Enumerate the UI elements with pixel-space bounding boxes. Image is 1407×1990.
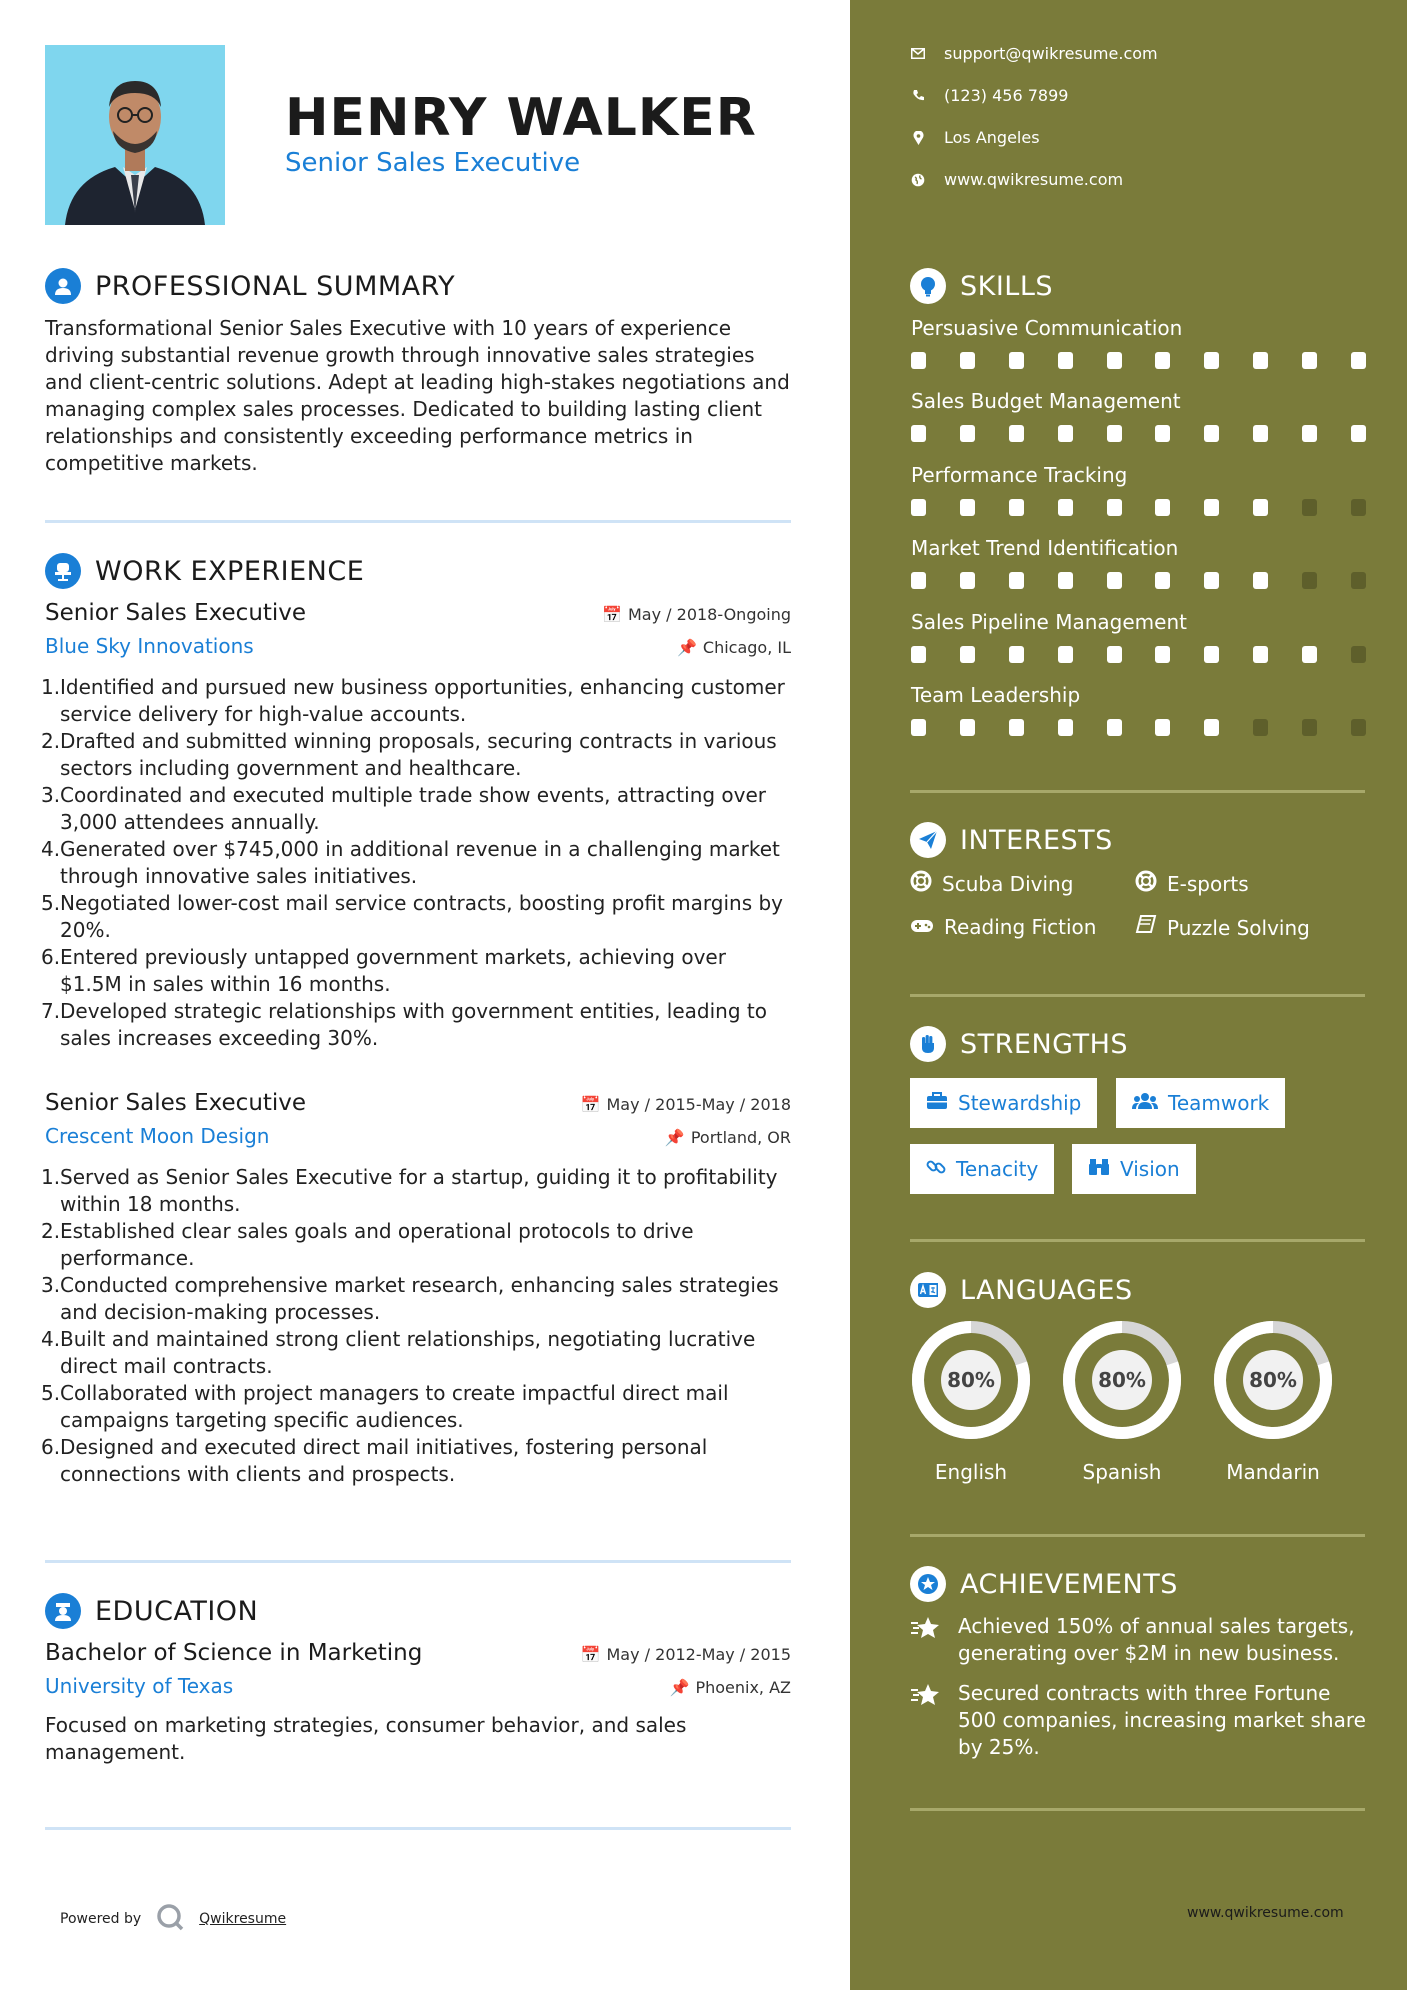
rating-dot <box>1351 352 1366 369</box>
rating-dot <box>1058 572 1073 589</box>
job-location: 📌 Portland, OR <box>664 1128 791 1147</box>
job-bullets <box>41 674 791 1052</box>
calendar-icon: 📅 <box>602 605 622 624</box>
job-entry <box>41 1090 791 1488</box>
skill-rating <box>911 719 1366 736</box>
rating-dot <box>1204 425 1219 442</box>
skill-item <box>911 536 1366 589</box>
job-dates: 📅 May / 2015-May / 2018 <box>580 1095 791 1114</box>
rating-dot <box>1253 719 1268 736</box>
skill-name: Market Trend Identification <box>911 536 1179 560</box>
skill-name: Performance Tracking <box>911 463 1128 487</box>
interest-item: Puzzle Solving <box>1135 915 1310 940</box>
language-item <box>1060 1318 1184 1484</box>
powered-by <box>60 1902 286 1936</box>
contact-phone: (123) 456 7899 <box>910 86 1068 105</box>
language-progress-ring <box>909 1318 1033 1442</box>
rating-dot <box>1155 499 1170 516</box>
users-icon <box>1132 1091 1158 1115</box>
skills-heading <box>910 268 1053 304</box>
rating-dot <box>1058 719 1073 736</box>
rating-dot <box>1009 646 1024 663</box>
job-entry <box>41 600 791 1052</box>
list-item: 2. Drafted and submitted winning proposals, securing contracts in various sectors including government and healthcare. <box>41 729 777 780</box>
rating-dot <box>1107 646 1122 663</box>
job-dates: 📅 May / 2018-Ongoing <box>602 605 791 624</box>
language-item <box>1211 1318 1335 1484</box>
achievements-heading <box>910 1566 1178 1602</box>
rating-dot <box>960 646 975 663</box>
rating-dot <box>1009 425 1024 442</box>
star-badge-icon <box>910 1566 946 1602</box>
skill-name: Sales Pipeline Management <box>911 610 1187 634</box>
rating-dot <box>1302 425 1317 442</box>
list-item: 1. Identified and pursued new business opportunities, enhancing customer service delivery for high-value accounts. <box>41 675 785 726</box>
interests-heading <box>910 822 1113 858</box>
rating-dot <box>1107 352 1122 369</box>
achievement-item: Achieved 150% of annual sales targets, generating over $2M in new business. <box>910 1613 1370 1667</box>
contact-location: Los Angeles <box>910 128 1040 147</box>
job-company: Crescent Moon Design <box>45 1124 270 1148</box>
rating-dot <box>1302 499 1317 516</box>
rating-dot <box>1155 425 1170 442</box>
list-item: 5. Negotiated lower-cost mail service contracts, boosting profit margins by 20%. <box>41 891 783 942</box>
rating-dot <box>1204 352 1219 369</box>
strength-badge: Vision <box>1072 1144 1196 1194</box>
language-progress-ring <box>1211 1318 1335 1442</box>
rating-dot <box>1302 572 1317 589</box>
rating-dot <box>960 719 975 736</box>
skill-item <box>911 316 1366 369</box>
school: University of Texas <box>45 1674 234 1698</box>
powered-by-label: Powered by <box>60 1911 142 1927</box>
rating-dot <box>1302 719 1317 736</box>
rating-dot <box>1351 719 1366 736</box>
rating-dot <box>1302 352 1317 369</box>
skill-rating <box>911 352 1366 369</box>
list-item: 7. Developed strategic relationships with government entities, leading to sales increases exceeding 30%. <box>41 999 767 1050</box>
rating-dot <box>1009 719 1024 736</box>
language-percent: 80% <box>1249 1368 1297 1392</box>
briefcase-icon <box>926 1091 948 1115</box>
strengths-heading <box>910 1026 1128 1062</box>
rating-dot <box>1253 572 1268 589</box>
contact-email: support@qwikresume.com <box>910 44 1158 63</box>
rating-dot <box>1204 646 1219 663</box>
qwikresume-link[interactable]: Qwikresume <box>199 1911 287 1927</box>
rating-dot <box>960 572 975 589</box>
strength-badge: Teamwork <box>1116 1078 1285 1128</box>
binoculars-icon <box>1088 1157 1110 1181</box>
map-pin-icon <box>910 131 926 145</box>
strength-badge: Stewardship <box>910 1078 1097 1128</box>
candidate-title: Senior Sales Executive <box>285 148 581 178</box>
interests-title: INTERESTS <box>960 824 1113 856</box>
rating-dot <box>911 719 926 736</box>
skill-item <box>911 389 1366 442</box>
language-percent: 80% <box>947 1368 995 1392</box>
skill-rating <box>911 572 1366 589</box>
education-title: EDUCATION <box>95 1595 259 1627</box>
rating-dot <box>1253 352 1268 369</box>
rating-dot <box>1058 352 1073 369</box>
list-item: 3. Conducted comprehensive market research, enhancing sales strategies and decision-making processes. <box>41 1273 779 1324</box>
qwikresume-logo-icon <box>155 1902 185 1936</box>
list-item: 6. Entered previously untapped government markets, achieving over $1.5M in sales within 16 months. <box>41 945 726 996</box>
strengths-title: STRENGTHS <box>960 1028 1129 1060</box>
interest-item: Scuba Diving <box>910 870 1073 897</box>
degree: Bachelor of Science in Marketing <box>45 1640 423 1666</box>
life-ring-icon <box>1135 870 1157 897</box>
divider <box>45 1827 791 1830</box>
rating-dot <box>1253 646 1268 663</box>
job-location: 📌 Chicago, IL <box>676 638 791 657</box>
user-icon <box>45 268 81 304</box>
rating-dot <box>1107 425 1122 442</box>
rating-dot <box>1009 352 1024 369</box>
rating-dot <box>1058 499 1073 516</box>
pin-icon: 📌 <box>676 638 697 657</box>
summary-text: Transformational Senior Sales Executive with 10 years of experience driving substantial revenue growth through innovative sales strategies and client-centric solutions. Adept at leading high-stakes negotiations and managing complex sales processes. Dedicated to building lasting client relationships and consistently exceeding performance metrics in competitive markets. <box>45 316 790 475</box>
interest-item: Reading Fiction <box>910 915 1096 939</box>
list-item: 3. Coordinated and executed multiple trade show events, attracting over 3,000 attendees annually. <box>41 783 767 834</box>
rating-dot <box>1009 499 1024 516</box>
link-icon <box>926 1157 946 1182</box>
job-bullets <box>41 1164 791 1488</box>
languages-heading <box>910 1272 1133 1308</box>
rating-dot <box>1155 719 1170 736</box>
fist-icon <box>910 1026 946 1062</box>
strength-badge: Tenacity <box>910 1144 1054 1194</box>
languages-title: LANGUAGES <box>960 1274 1133 1306</box>
job-title: Senior Sales Executive <box>45 1090 307 1116</box>
language-progress-ring <box>1060 1318 1184 1442</box>
experience-heading <box>45 553 364 589</box>
rating-dot <box>911 646 926 663</box>
education-dates: 📅 May / 2012-May / 2015 <box>580 1645 791 1664</box>
language-name: Mandarin <box>1226 1460 1320 1484</box>
profile-photo <box>45 45 225 225</box>
summary-title: PROFESSIONAL SUMMARY <box>95 270 456 302</box>
rating-dot <box>1155 646 1170 663</box>
language-item <box>909 1318 1033 1484</box>
list-item: 5. Collaborated with project managers to create impactful direct mail campaigns targeting specific audiences. <box>41 1381 729 1432</box>
rating-dot <box>1009 572 1024 589</box>
rating-dot <box>1204 572 1219 589</box>
briefcase-chair-icon <box>45 553 81 589</box>
phone-icon <box>910 89 926 102</box>
star-speed-icon <box>910 1680 946 1761</box>
divider <box>910 994 1365 997</box>
list-item: 1. Served as Senior Sales Executive for a startup, guiding it to profitability within 18 months. <box>41 1165 778 1216</box>
rating-dot <box>1204 719 1219 736</box>
skill-item <box>911 610 1366 663</box>
list-item: 6. Designed and executed direct mail initiatives, fostering personal connections with clients and prospects. <box>41 1435 708 1486</box>
book-icon <box>1135 915 1157 940</box>
rating-dot <box>1351 499 1366 516</box>
divider <box>45 520 791 523</box>
skill-name: Persuasive Communication <box>911 316 1183 340</box>
rating-dot <box>911 572 926 589</box>
job-company: Blue Sky Innovations <box>45 634 254 658</box>
achievements-title: ACHIEVEMENTS <box>960 1568 1178 1600</box>
paper-plane-icon <box>910 822 946 858</box>
achievement-item: Secured contracts with three Fortune 500 companies, increasing market share by 25%. <box>910 1680 1370 1761</box>
pin-icon: 📌 <box>664 1128 685 1147</box>
divider <box>910 1534 1365 1537</box>
divider <box>910 790 1365 793</box>
skill-item <box>911 683 1366 736</box>
rating-dot <box>1107 572 1122 589</box>
rating-dot <box>960 352 975 369</box>
skill-rating <box>911 425 1366 442</box>
globe-icon <box>910 173 926 187</box>
rating-dot <box>1351 425 1366 442</box>
rating-dot <box>1204 499 1219 516</box>
education-heading <box>45 1593 258 1629</box>
rating-dot <box>911 352 926 369</box>
pin-icon: 📌 <box>669 1678 690 1697</box>
calendar-icon: 📅 <box>580 1645 601 1664</box>
rating-dot <box>911 425 926 442</box>
interest-item: E-sports <box>1135 870 1249 897</box>
gamepad-icon <box>910 915 934 939</box>
contact-website: www.qwikresume.com <box>910 170 1123 189</box>
education-text: Focused on marketing strategies, consumer behavior, and sales management. <box>45 1713 687 1764</box>
language-name: Spanish <box>1082 1460 1162 1484</box>
education-location: 📌 Phoenix, AZ <box>669 1678 791 1697</box>
rating-dot <box>1058 425 1073 442</box>
envelope-icon <box>910 48 926 59</box>
divider <box>910 1239 1365 1242</box>
list-item: 2. Established clear sales goals and operational protocols to drive performance. <box>41 1219 694 1270</box>
calendar-icon: 📅 <box>580 1095 601 1114</box>
divider <box>910 1808 1365 1811</box>
translate-icon <box>910 1272 946 1308</box>
rating-dot <box>1155 352 1170 369</box>
rating-dot <box>1351 572 1366 589</box>
education-entry <box>45 1640 791 1766</box>
rating-dot <box>1107 499 1122 516</box>
skill-rating <box>911 499 1366 516</box>
summary-heading <box>45 268 455 304</box>
rating-dot <box>960 499 975 516</box>
rating-dot <box>1351 646 1366 663</box>
candidate-name: HENRY WALKER <box>285 88 757 148</box>
skill-name: Team Leadership <box>911 683 1081 707</box>
language-percent: 80% <box>1098 1368 1146 1392</box>
rating-dot <box>1302 646 1317 663</box>
graduate-icon <box>45 1593 81 1629</box>
language-name: English <box>934 1460 1008 1484</box>
rating-dot <box>911 499 926 516</box>
skills-title: SKILLS <box>960 270 1054 302</box>
skill-name: Sales Budget Management <box>911 389 1181 413</box>
rating-dot <box>1155 572 1170 589</box>
footer-website[interactable]: www.qwikresume.com <box>1187 1905 1344 1921</box>
list-item: 4. Generated over $745,000 in additional revenue in a challenging market through innovative sales initiatives. <box>41 837 780 888</box>
star-speed-icon <box>910 1613 946 1667</box>
list-item: 4. Built and maintained strong client relationships, negotiating lucrative direct mail contracts. <box>41 1327 756 1378</box>
life-ring-icon <box>910 870 932 897</box>
lightbulb-icon <box>910 268 946 304</box>
rating-dot <box>960 425 975 442</box>
job-title: Senior Sales Executive <box>45 600 307 626</box>
rating-dot <box>1058 646 1073 663</box>
experience-title: WORK EXPERIENCE <box>95 555 365 587</box>
rating-dot <box>1253 425 1268 442</box>
rating-dot <box>1107 719 1122 736</box>
skill-item <box>911 463 1366 516</box>
rating-dot <box>1253 499 1268 516</box>
skill-rating <box>911 646 1366 663</box>
divider <box>45 1560 791 1563</box>
